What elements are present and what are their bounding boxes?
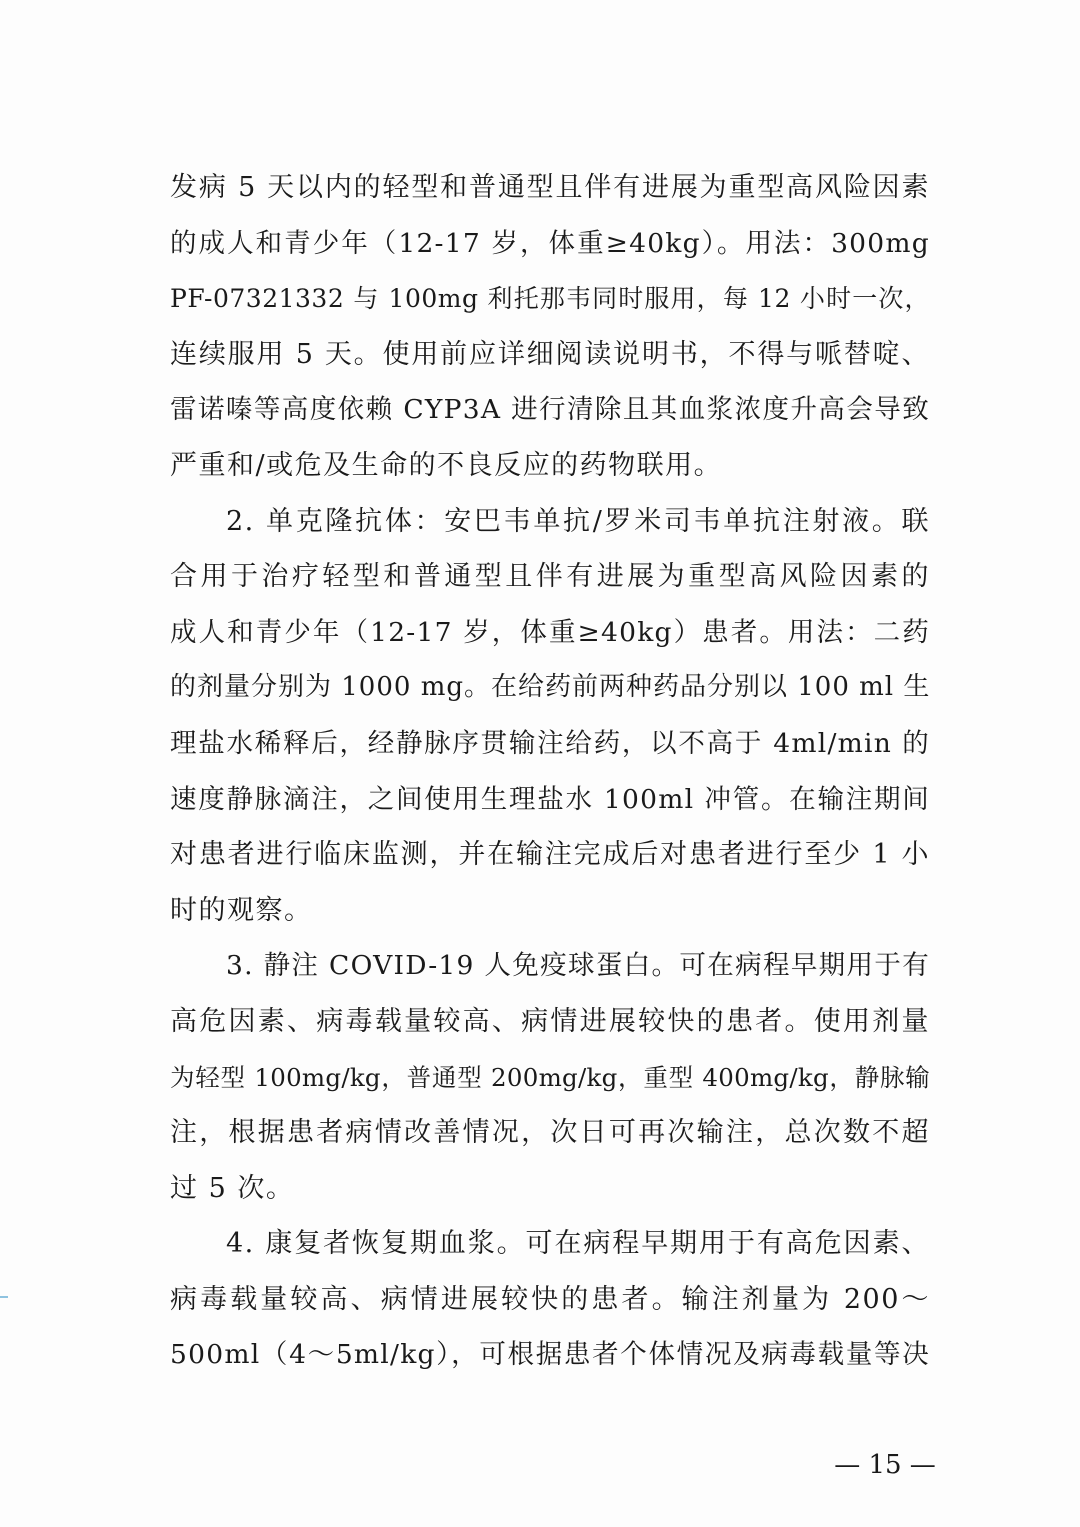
text-line: 时的观察。 <box>170 894 313 926</box>
text-line: 为轻型 100mg/kg，普通型 200mg/kg，重型 400mg/kg，静脉输 <box>170 1062 930 1092</box>
text-line: 成人和青少年（12-17 岁，体重≥40kg）患者。用法：二药 <box>170 616 930 648</box>
paragraph-heading-line: 3. 静注 COVID-19 人免疫球蛋白。可在病程早期用于有 <box>226 950 930 982</box>
text-line: 发病 5 天以内的轻型和普通型且伴有进展为重型高风险因素 <box>170 172 930 203</box>
text-line: 的成人和青少年（12-17 岁，体重≥40kg）。用法：300mg <box>170 227 930 259</box>
page-number: — 15 — <box>834 1450 936 1480</box>
text-line: PF-07321332 与 100mg 利托那韦同时服用，每 12 小时一次， <box>170 284 930 314</box>
text-line: 高危因素、病毒载量较高、病情进展较快的患者。使用剂量 <box>170 1005 930 1037</box>
text-line: 严重和/或危及生命的不良反应的药物联用。 <box>170 449 723 481</box>
text-line: 对患者进行临床监测，并在输注完成后对患者进行至少 1 小 <box>170 839 930 871</box>
scan-margin-mark <box>0 1296 8 1298</box>
document-body <box>170 160 930 1383</box>
text-line: 过 5 次。 <box>170 1172 295 1204</box>
text-line: 雷诺嗪等高度依赖 CYP3A 进行清除且其血浆浓度升高会导致 <box>170 394 930 426</box>
text-line: 注，根据患者病情改善情况，次日可再次输注，总次数不超 <box>170 1117 930 1149</box>
paragraph-heading-line: 4. 康复者恢复期血浆。可在病程早期用于有高危因素、 <box>226 1228 930 1260</box>
text-line: 速度静脉滴注，之间使用生理盐水 100ml 冲管。在输注期间 <box>170 783 930 815</box>
text-line: 500ml（4～5ml/kg），可根据患者个体情况及病毒载量等决 <box>170 1339 930 1371</box>
text-line: 理盐水稀释后，经静脉序贯输注给药，以不高于 4ml/min 的 <box>170 727 930 759</box>
text-line: 的剂量分别为 1000 mg。在给药前两种药品分别以 100 ml 生 <box>170 672 931 703</box>
text-line: 病毒载量较高、病情进展较快的患者。输注剂量为 200～ <box>170 1283 930 1315</box>
text-line: 连续服用 5 天。使用前应详细阅读说明书，不得与哌替啶、 <box>170 338 930 370</box>
paragraph-heading-line: 2. 单克隆抗体：安巴韦单抗/罗米司韦单抗注射液。联 <box>226 505 930 537</box>
text-line: 合用于治疗轻型和普通型且伴有进展为重型高风险因素的 <box>170 561 930 593</box>
